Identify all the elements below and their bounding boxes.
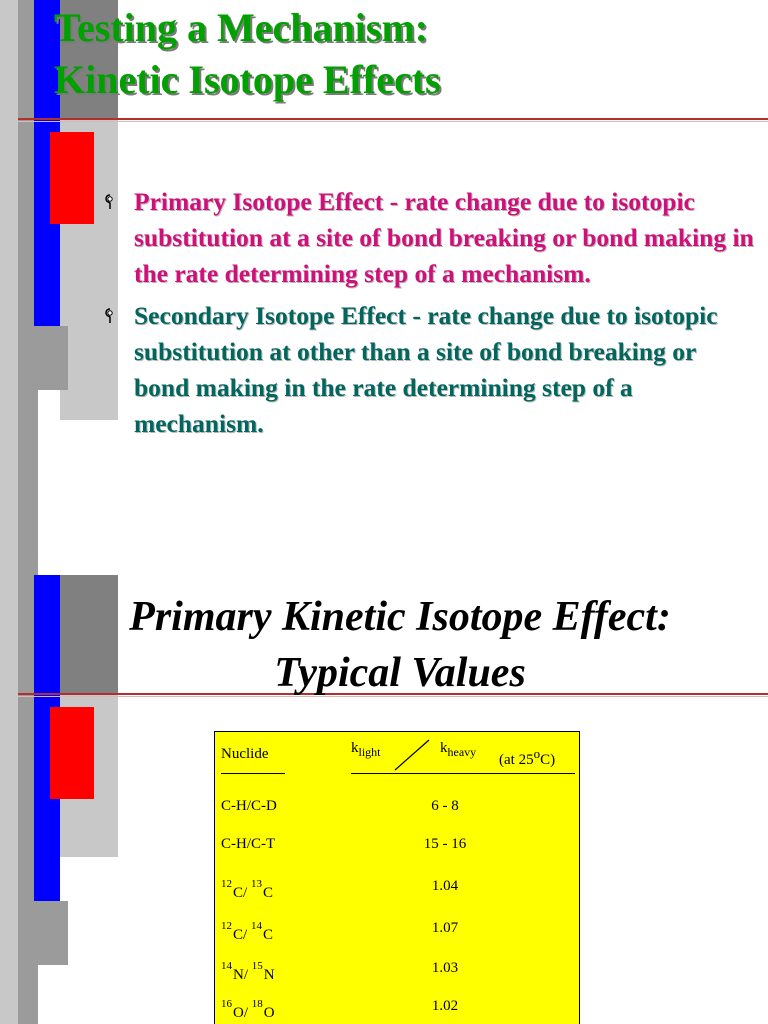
row-label-isotope-pair: $^{16}$O/ $^{18}$O — [221, 998, 275, 1021]
k-heavy: k — [440, 740, 448, 756]
k-light: k — [351, 740, 359, 756]
k-light-sub: light — [358, 745, 381, 759]
title-line-1: Primary Kinetic Isotope Effect: — [129, 594, 671, 640]
pin-bullet-icon — [104, 308, 116, 324]
title-rule-shadow — [18, 121, 768, 122]
title-line-1: Testing a Mechanism: — [54, 5, 429, 50]
row-value: 1.02 — [431, 998, 459, 1014]
title-line-2: Typical Values — [274, 650, 526, 696]
row-value: 6 - 8 — [431, 798, 459, 814]
slide-title — [60, 589, 740, 701]
bullet-secondary-text: Secondary Isotope Effect - rate change due to isotopic substitution at other than a site of bond breaking or bond making in the rate determining step of a mechanism. — [134, 301, 718, 438]
ratio-slash — [393, 738, 431, 772]
title-rule — [18, 118, 768, 120]
header-underline-nuclide — [221, 773, 285, 774]
gray-bottom-block — [38, 326, 68, 390]
bullet-primary-text: Primary Isotope Effect - rate change due to isotopic substitution at a site of bond breaking or bond making in the rate determining step of a mechanism. — [134, 187, 754, 288]
title-line-2: Kinetic Isotope Effects — [54, 57, 441, 102]
bullet-secondary-isotope-effect — [104, 298, 754, 442]
bullet-list — [104, 184, 754, 442]
slide-typical-values — [0, 575, 768, 1024]
header-temperature: (at 25$^o$C) — [499, 746, 556, 768]
row-label: C-H/C-T — [221, 836, 276, 852]
header-nuclide: Nuclide — [221, 746, 269, 762]
pin-bullet-icon — [104, 194, 116, 210]
red-block — [50, 132, 94, 224]
degree-sup: o — [533, 746, 541, 761]
row-value: 1.07 — [431, 920, 459, 936]
slide-title — [54, 2, 441, 106]
header-underline-ratio — [351, 773, 575, 774]
left-bar-light — [0, 575, 18, 1024]
row-label-isotope-pair: $^{14}$N/ $^{15}$N — [221, 960, 275, 983]
row-value: 15 - 16 — [423, 836, 467, 852]
gray-bottom-block — [38, 901, 68, 965]
row-label-isotope-pair: $^{12}$C/ $^{14}$C — [221, 920, 273, 943]
isotope-effect-table — [214, 731, 580, 1024]
row-value: 1.03 — [431, 960, 459, 976]
red-block — [50, 707, 94, 799]
k-heavy-sub: heavy — [447, 745, 477, 759]
row-value: 1.04 — [431, 878, 459, 894]
left-bar-light — [0, 0, 18, 575]
bullet-primary-isotope-effect — [104, 184, 754, 292]
row-label-isotope-pair: $^{12}$C/ $^{13}$C — [221, 878, 273, 901]
row-label: C-H/C-D — [221, 798, 277, 814]
